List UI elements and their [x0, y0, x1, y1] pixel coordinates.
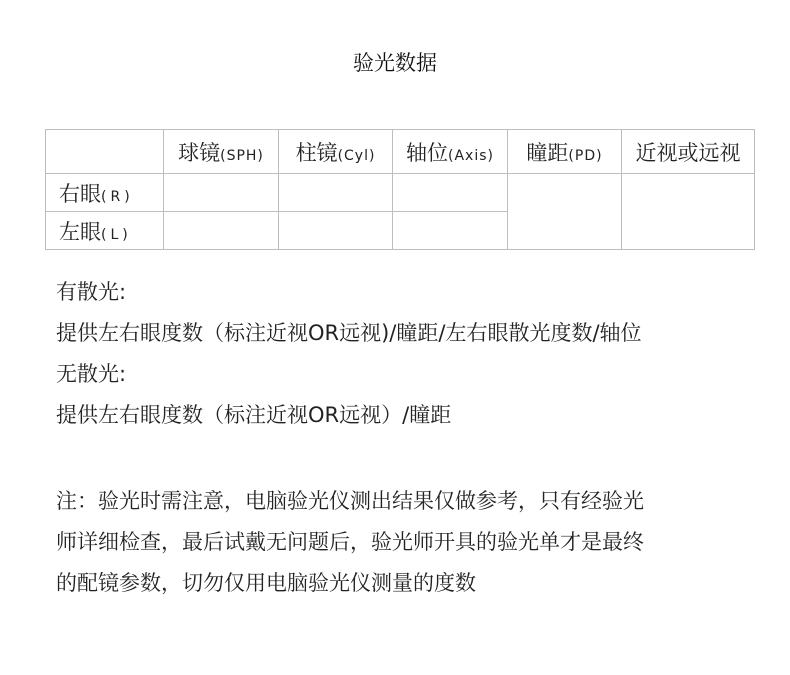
header-pd-label: 瞳距: [526, 140, 569, 165]
page-title: 验光数据: [353, 51, 437, 75]
header-empty-cell: [46, 130, 164, 174]
header-axis: [393, 130, 508, 174]
prescription-table: [45, 129, 755, 250]
right-cyl-cell: [279, 174, 393, 212]
right-eye-sub: (R): [101, 188, 134, 205]
row-label-left-eye: [46, 212, 164, 250]
header-cyl: [279, 130, 393, 174]
row-label-right-eye: [46, 174, 164, 212]
astigmatism-text: 提供左右眼度数（标注近视OR远视)/瞳距/左右眼散光度数/轴位: [56, 321, 642, 345]
header-myopia-hyperopia: [622, 130, 755, 174]
pd-cell: [508, 174, 622, 250]
note-line-3: 的配镜参数，切勿仅用电脑验光仪测量的度数: [56, 571, 476, 595]
table-header-row: [46, 130, 755, 174]
right-eye-label: 右眼: [59, 181, 101, 206]
header-cyl-label: 柱镜: [295, 140, 338, 165]
left-eye-label: 左眼: [59, 219, 101, 244]
note-line-1: 注：验光时需注意，电脑验光仪测出结果仅做参考，只有经验光: [56, 489, 644, 513]
right-sph-cell: [164, 174, 279, 212]
note-block: [56, 481, 644, 604]
table-row-right-eye: [46, 174, 755, 212]
header-cyl-sub: (Cyl): [337, 147, 376, 164]
instructions-block: [56, 272, 642, 436]
header-sph-label: 球镜: [178, 140, 221, 165]
astigmatism-label: 有散光:: [56, 280, 127, 304]
header-axis-sub: (Axis): [448, 147, 494, 164]
left-sph-cell: [164, 212, 279, 250]
left-cyl-cell: [279, 212, 393, 250]
header-pd: [508, 130, 622, 174]
no-astigmatism-text: 提供左右眼度数（标注近视OR远视）/瞳距: [56, 403, 452, 427]
left-axis-cell: [393, 212, 508, 250]
header-pd-sub: (PD): [568, 147, 603, 164]
no-astigmatism-label: 无散光:: [56, 362, 127, 386]
header-axis-label: 轴位: [406, 140, 448, 165]
myopia-hyperopia-cell: [622, 174, 755, 250]
header-sph-sub: (SPH): [220, 147, 264, 164]
header-myopia-label: 近视或远视: [635, 140, 741, 165]
right-axis-cell: [393, 174, 508, 212]
header-sph: [164, 130, 279, 174]
note-line-2: 师详细检查，最后试戴无问题后，验光师开具的验光单才是最终: [56, 530, 644, 554]
left-eye-sub: (L): [101, 226, 132, 243]
